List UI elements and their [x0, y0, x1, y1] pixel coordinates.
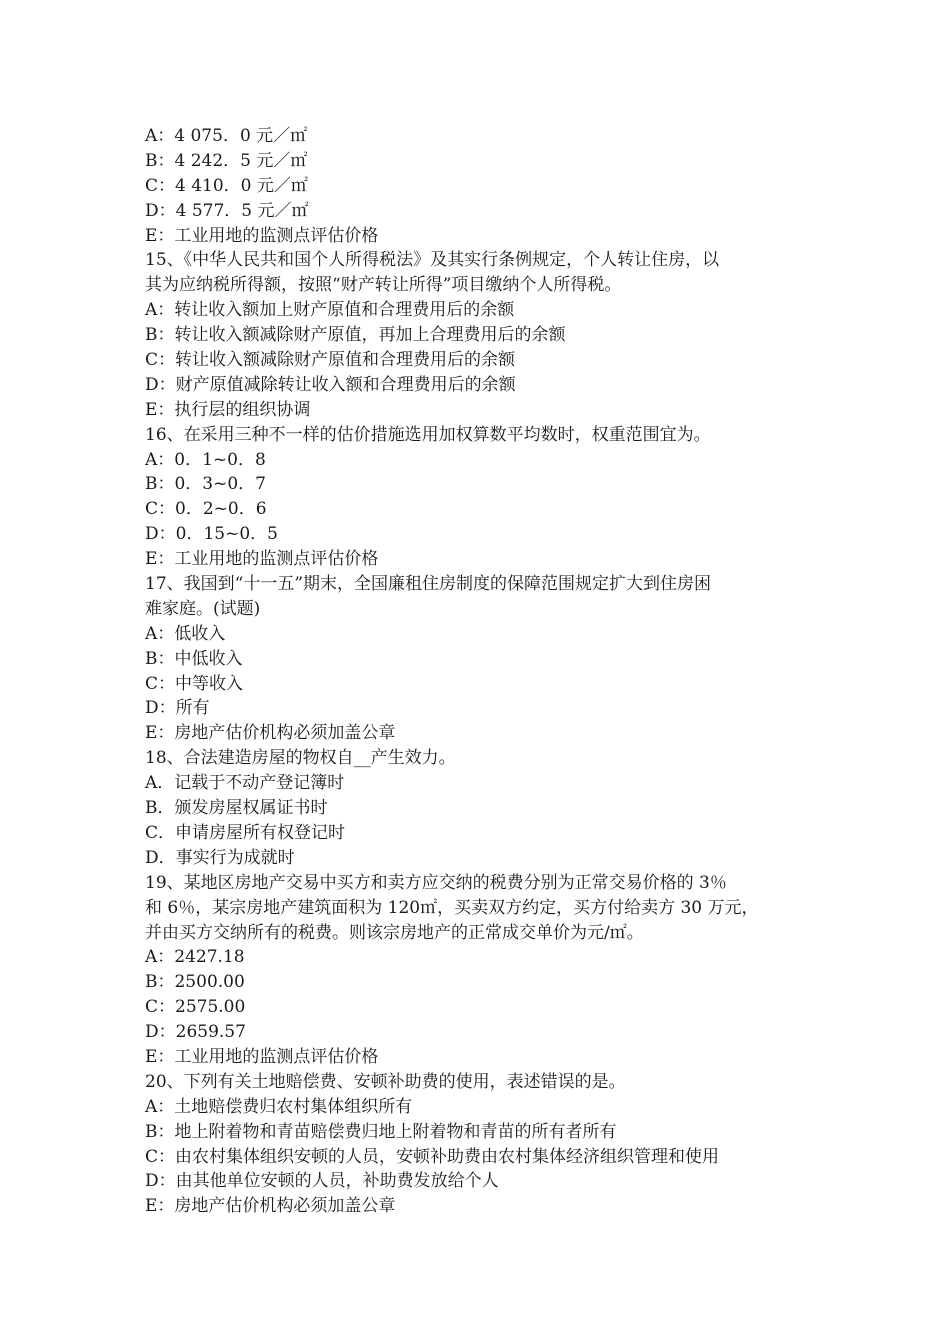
- option-b-line: B：2500.00: [145, 972, 245, 993]
- question-16-text: 16、在采用三种不一样的估价措施选用加权算数平均数时，权重范围宜为。: [145, 424, 711, 445]
- question-15-text-cont: 其为应纳税所得额，按照“财产转让所得”项目缴纳个人所得税。: [145, 275, 622, 296]
- option-e-line: E：执行层的组织协调: [145, 399, 311, 420]
- option-b-line: B．颁发房屋权属证书时: [145, 798, 328, 819]
- option-b-line: B：转让收入额减除财产原值，再加上合理费用后的余额: [145, 325, 566, 346]
- option-a-line: A：0．1~0．8: [145, 449, 266, 470]
- option-d-line: D：所有: [145, 698, 210, 719]
- question-15-text: 15、《中华人民共和国个人所得税法》及其实行条例规定，个人转让住房，以: [145, 250, 720, 271]
- option-b-line: B：中低收入: [145, 648, 243, 669]
- option-a-line: A：4 075．0 元／㎡: [145, 126, 308, 146]
- option-e-line: E：房地产估价机构必须加盖公章: [145, 1196, 396, 1217]
- option-b-line: B：地上附着物和青苗赔偿费归地上附着物和青苗的所有者所有: [145, 1121, 617, 1142]
- option-a-line: A：转让收入额加上财产原值和合理费用后的余额: [145, 300, 515, 321]
- question-19-text-cont: 并由买方交纳所有的税费。则该宗房地产的正常成交单价为元/㎡。: [145, 922, 644, 943]
- option-b-line: B：4 242．5 元／㎡: [145, 150, 308, 171]
- option-a-line: A：低收入: [145, 623, 226, 644]
- option-d-line: D：0．15~0．5: [145, 524, 278, 545]
- option-c-line: C．申请房屋所有权登记时: [145, 822, 346, 843]
- option-d-line: D：4 577．5 元／㎡: [145, 200, 309, 221]
- document-body: [145, 124, 825, 1219]
- option-c-line: C：4 410．0 元／㎡: [145, 175, 308, 196]
- option-c-line: C：中等收入: [145, 673, 244, 694]
- option-c-line: C：转让收入额减除财产原值和合理费用后的余额: [145, 350, 516, 371]
- question-17-text-cont: 难家庭。(试题): [145, 598, 261, 619]
- option-a-line: A：土地赔偿费归农村集体组织所有: [145, 1096, 413, 1117]
- option-e-line: E：工业用地的监测点评估价格: [145, 549, 379, 570]
- option-e-line: E：房地产估价机构必须加盖公章: [145, 723, 396, 744]
- question-18-text: 18、合法建造房屋的物权自__产生效力。: [145, 748, 456, 769]
- question-19-text: 19、某地区房地产交易中买方和卖方应交纳的税费分别为正常交易价格的 3％: [145, 872, 727, 893]
- question-17-text: 17、我国到“十一五”期末，全国廉租住房制度的保障范围规定扩大到住房困: [145, 574, 712, 595]
- option-d-line: D：财产原值减除转让收入额和合理费用后的余额: [145, 374, 516, 395]
- option-a-line: A：2427.18: [145, 947, 245, 968]
- option-d-line: D．事实行为成就时: [145, 847, 295, 868]
- option-c-line: C：由农村集体组织安顿的人员，安顿补助费由农村集体经济组织管理和使用: [145, 1146, 720, 1167]
- option-d-line: D：2659.57: [145, 1022, 246, 1043]
- option-e-line: E：工业用地的监测点评估价格: [145, 1046, 379, 1067]
- question-20-text: 20、下列有关土地赔偿费、安顿补助费的使用，表述错误的是。: [145, 1071, 626, 1092]
- option-e-line: E：工业用地的监测点评估价格: [145, 225, 379, 246]
- option-a-line: A．记载于不动产登记簿时: [145, 773, 345, 794]
- option-d-line: D：由其他单位安顿的人员，补助费发放给个人: [145, 1171, 499, 1192]
- option-c-line: C：0．2~0．6: [145, 499, 267, 520]
- option-c-line: C：2575.00: [145, 997, 246, 1018]
- question-19-text-cont: 和 6％，某宗房地产建筑面积为 120㎡，买卖双方约定，买方付给卖方 30 万元，: [145, 897, 759, 918]
- option-b-line: B：0．3~0．7: [145, 474, 267, 495]
